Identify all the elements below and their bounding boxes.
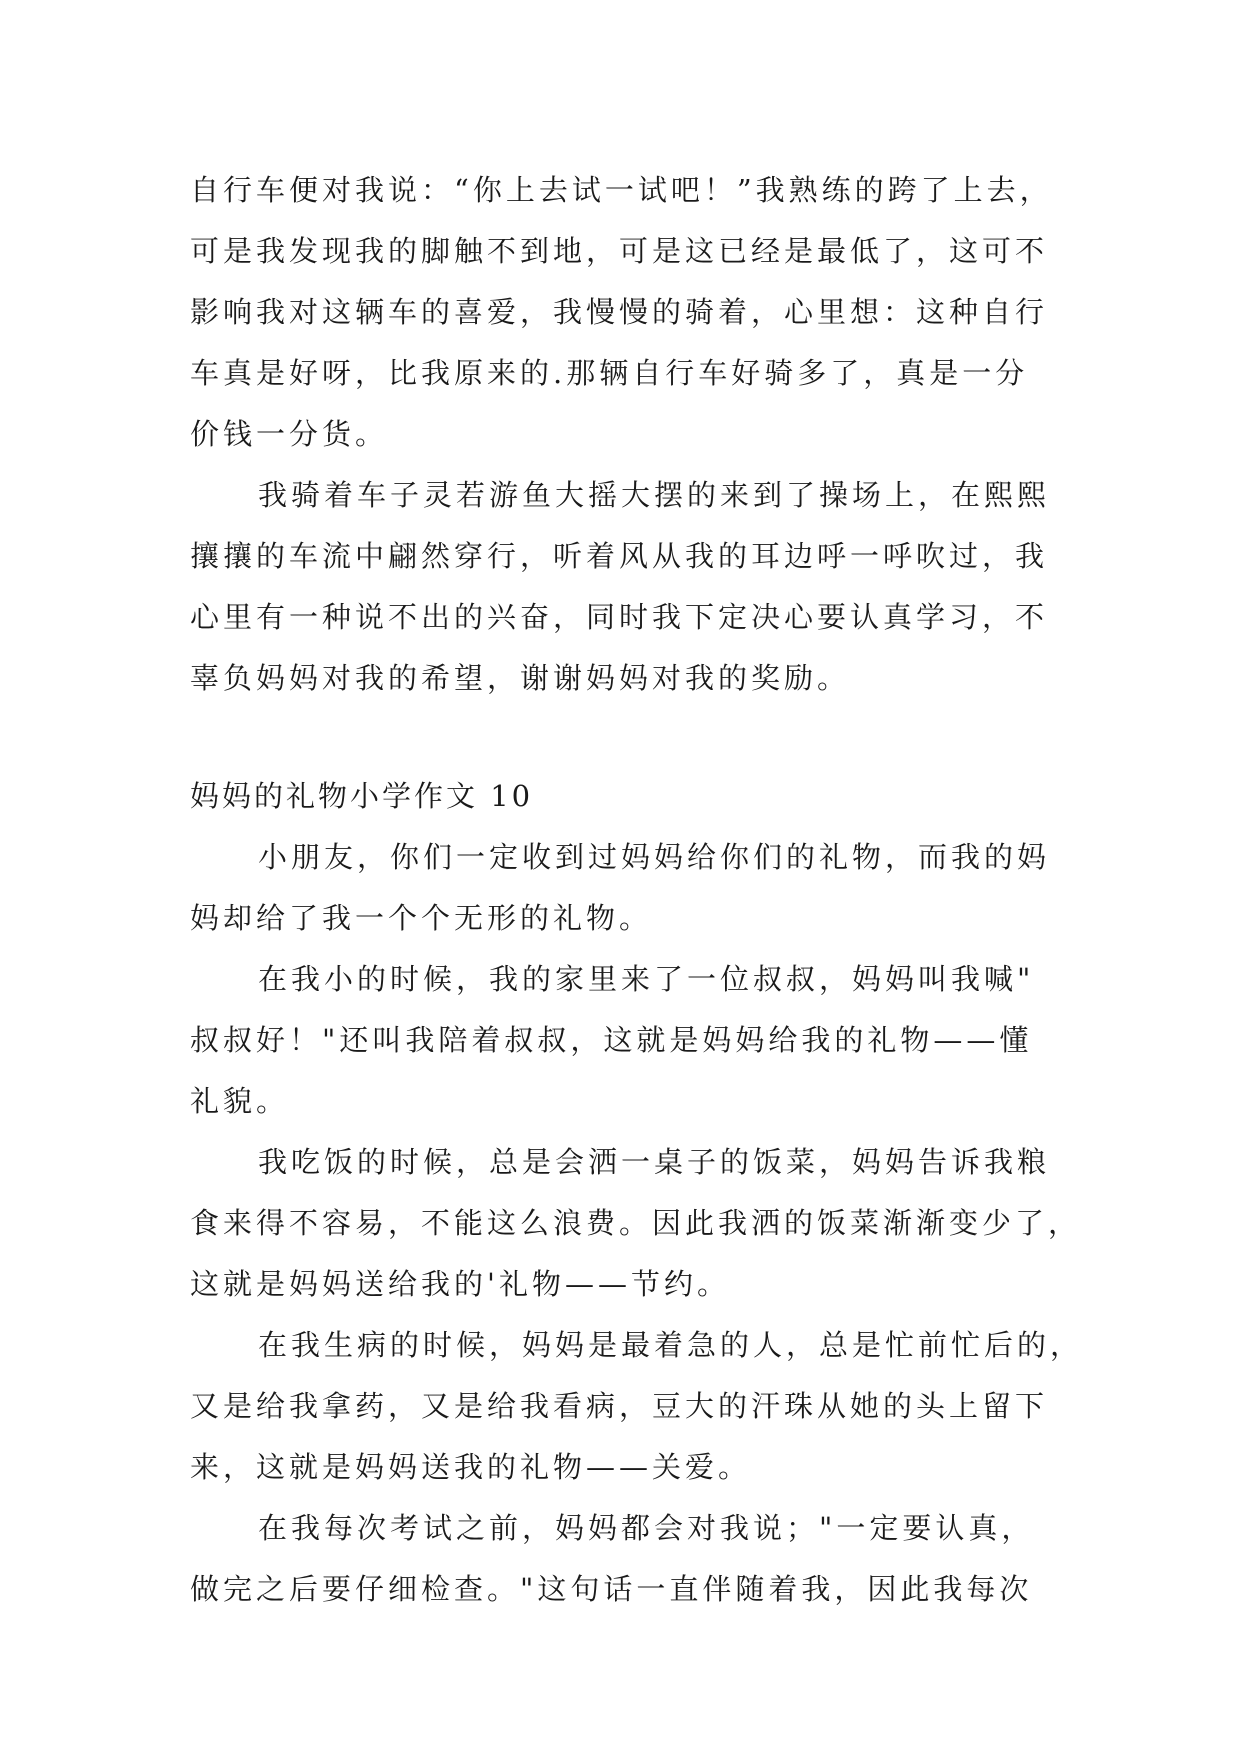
care-paragraph [190, 1315, 1084, 1498]
text-line: 自行车便对我说：“你上去试一试吧！”我熟练的跨了上去， [190, 173, 1053, 207]
text-line: 叔叔好！"还叫我陪着叔叔，这就是妈妈给我的礼物——懂 [190, 1023, 1033, 1057]
document-page [190, 160, 1084, 1620]
text-line: 来，这就是妈妈送我的礼物——关爱。 [190, 1450, 752, 1484]
text-line: 可是我发现我的脚触不到地，可是这已经是最低了，这可不 [190, 234, 1049, 268]
text-line: 礼貌。 [190, 1084, 290, 1118]
text-line: 又是给我拿药，又是给我看病，豆大的汗珠从她的头上留下 [190, 1389, 1049, 1423]
text-line: 车真是好呀，比我原来的.那辆自行车好骑多了，真是一分 [190, 356, 1029, 390]
text-line: 做完之后要仔细检查。"这句话一直伴随着我，因此我每次 [190, 1572, 1033, 1606]
essay-title: 妈妈的礼物小学作文 10 [190, 779, 534, 813]
text-line: 妈却给了我一个个无形的礼物。 [190, 901, 653, 935]
text-line: 在我生病的时候，妈妈是最着急的人，总是忙前忙后的， [258, 1328, 1084, 1362]
intro-paragraph [190, 827, 1060, 949]
text-line: 我吃饭的时候，总是会洒一桌子的饭菜，妈妈告诉我粮 [258, 1145, 1051, 1179]
manners-paragraph [190, 949, 1060, 1132]
text-line: 小朋友，你们一定收到过妈妈给你们的礼物，而我的妈 [258, 840, 1051, 874]
thrift-paragraph [190, 1132, 1082, 1315]
text-line: 辜负妈妈对我的希望，谢谢妈妈对我的奖励。 [190, 661, 851, 695]
continuation-paragraph [190, 160, 1060, 465]
text-line: 食来得不容易，不能这么浪费。因此我洒的饭菜渐渐变少了， [190, 1206, 1082, 1240]
exam-paragraph [190, 1498, 1060, 1620]
text-line: 价钱一分货。 [190, 417, 389, 451]
text-line: 影响我对这辆车的喜爱，我慢慢的骑着，心里想：这种自行 [190, 295, 1049, 329]
text-line: 这就是妈妈送给我的'礼物——节约。 [190, 1267, 730, 1301]
text-line: 攘攘的车流中翩然穿行，听着风从我的耳边呼一呼吹过，我 [190, 539, 1049, 573]
section-gap [190, 709, 1060, 766]
text-line: 在我小的时候，我的家里来了一位叔叔，妈妈叫我喊" [258, 962, 1035, 996]
text-line: 在我每次考试之前，妈妈都会对我说；"一定要认真， [258, 1511, 1035, 1545]
riding-paragraph [190, 465, 1060, 709]
text-line: 我骑着车子灵若游鱼大摇大摆的来到了操场上，在熙熙 [258, 478, 1051, 512]
text-line: 心里有一种说不出的兴奋，同时我下定决心要认真学习，不 [190, 600, 1049, 634]
